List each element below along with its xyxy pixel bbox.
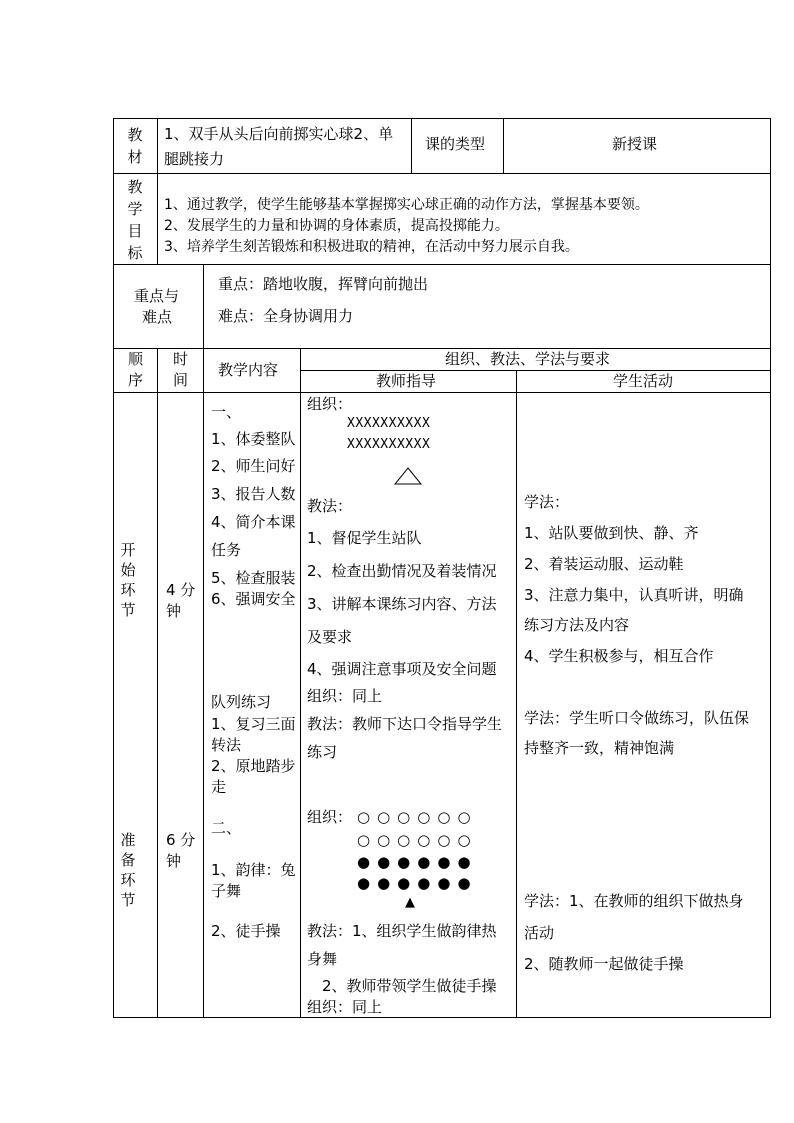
col-divider xyxy=(157,348,158,1018)
content-item: 4、简介本课 xyxy=(211,513,296,531)
col-divider xyxy=(503,118,504,174)
col-header-time: 时 xyxy=(173,350,189,368)
goal-item: 1、通过教学，使学生能够基本掌握掷实心球正确的动作方法，掌握基本要领。 xyxy=(164,197,649,213)
teacher-method: 教法：1、组织学生做韵律热 xyxy=(307,922,497,940)
goal-item: 3、培养学生刻苦锻炼和积极进取的精神，在活动中努力展示自我。 xyxy=(164,239,579,255)
teacher-item: 及要求 xyxy=(307,628,353,646)
student-item: 练习方法及内容 xyxy=(524,616,630,634)
col-header-content: 教学内容 xyxy=(218,361,279,379)
teacher-method2: 教法：教师下达口令指导学生 xyxy=(307,715,503,733)
content-item: 1、韵律：兔 xyxy=(211,861,296,879)
teacher-org2: 组织：同上 xyxy=(307,687,383,705)
col-divider xyxy=(411,118,412,174)
col-divider xyxy=(157,118,158,265)
content-item: 任务 xyxy=(211,541,242,559)
content-item: 6、强调安全 xyxy=(211,590,296,608)
formation-row-open: ○○○○○○ xyxy=(357,808,478,826)
col-divider xyxy=(300,348,301,1018)
teacher-item: 3、讲解本课练习内容、方法 xyxy=(307,595,497,613)
phase-prep-time: 6 分 xyxy=(166,831,196,849)
teacher-item: 1、督促学生站队 xyxy=(307,529,422,547)
phase-prep-time: 钟 xyxy=(166,852,182,870)
phase-start-time: 4 分 xyxy=(166,581,196,599)
row-divider xyxy=(113,392,771,393)
col-header-order: 顺 xyxy=(128,350,144,368)
content-item: 2、徒手操 xyxy=(211,922,281,940)
table-border-top xyxy=(113,118,771,119)
teacher-triangle-icon xyxy=(394,467,422,485)
drill-item: 转法 xyxy=(211,736,242,754)
student-item: 2、着装运动服、运动鞋 xyxy=(524,555,684,573)
goals-label: 教学目标 xyxy=(127,178,143,262)
teacher-method2: 练习 xyxy=(307,743,338,761)
lesson-type-label: 课的类型 xyxy=(425,135,486,153)
phase-prep-name: 准备环节 xyxy=(120,831,136,909)
row-divider xyxy=(113,264,771,265)
formation-row-filled: ●●●●●● xyxy=(357,874,478,892)
drill-item: 走 xyxy=(211,778,227,796)
material-label: 教材 xyxy=(127,126,143,166)
student-item: 4、学生积极参与，相互合作 xyxy=(524,647,714,665)
keypoints-label: 重点与 xyxy=(134,287,180,305)
content-item: 子舞 xyxy=(211,882,242,900)
teacher-method: 身舞 xyxy=(307,950,338,968)
formation-row-filled: ●●●●●● xyxy=(357,853,478,871)
col-header-time: 间 xyxy=(173,371,189,389)
content-item: 3、报告人数 xyxy=(211,485,296,503)
content-item: 5、检查服装 xyxy=(211,569,296,587)
lesson-type-value: 新授课 xyxy=(612,135,658,153)
formation-row: XXXXXXXXXX xyxy=(347,437,431,452)
teacher-item: 2、检查出勤情况及着装情况 xyxy=(307,562,497,580)
col-divider xyxy=(203,264,204,1018)
col-header-student: 学生活动 xyxy=(613,372,674,390)
table-border-bottom xyxy=(113,1017,771,1018)
drill-item: 2、原地踏步 xyxy=(211,757,296,775)
student-item: 1、站队要做到快、静、齐 xyxy=(524,524,699,542)
content-item: 1、体委整队 xyxy=(211,430,296,448)
col-header-org: 组织、教法、学法与要求 xyxy=(445,350,611,368)
formation-row: XXXXXXXXXX xyxy=(347,416,431,431)
teacher-org2: 组织：同上 xyxy=(307,998,383,1016)
phase-start-time: 钟 xyxy=(166,602,182,620)
col-header-order: 序 xyxy=(128,371,144,389)
table-border-right xyxy=(770,118,771,1018)
col-header-teacher: 教师指导 xyxy=(376,372,437,390)
teacher-method: 2、教师带领学生做徒手操 xyxy=(322,977,497,995)
student-drill: 学法：学生听口令做练习，队伍保 xyxy=(524,709,750,727)
material-text: 1、双手从头后向前掷实心球2、单 xyxy=(164,125,394,143)
material-text: 腿跳接力 xyxy=(164,150,225,168)
student-item: 2、随教师一起做徒手操 xyxy=(524,955,684,973)
student-item: 3、注意力集中，认真听讲，明确 xyxy=(524,586,744,604)
key-point: 重点：踏地收腹，挥臂向前抛出 xyxy=(218,275,429,293)
goal-item: 2、发展学生的力量和协调的身体素质，提高投掷能力。 xyxy=(164,218,509,234)
row-divider xyxy=(113,173,771,174)
student-item: 活动 xyxy=(524,924,555,942)
teacher-item: 4、强调注意事项及安全问题 xyxy=(307,660,497,678)
teacher-method-label: 教法： xyxy=(307,497,353,515)
keypoints-label: 难点 xyxy=(142,308,173,326)
teacher-marker-icon: ▲ xyxy=(405,895,415,910)
difficulty-point: 难点：全身协调用力 xyxy=(218,307,354,325)
content-item: 一、 xyxy=(211,403,242,421)
drill-title: 队列练习 xyxy=(211,693,272,711)
table-border-left xyxy=(113,118,114,1018)
teacher-org-label: 组织： xyxy=(307,395,353,413)
student-item: 学法：1、在教师的组织下做热身 xyxy=(524,892,744,910)
phase-start-name: 开始环节 xyxy=(120,541,136,619)
col-divider xyxy=(516,370,517,1018)
formation-row-open: ○○○○○○ xyxy=(357,831,478,849)
content-item: 2、师生问好 xyxy=(211,457,296,475)
teacher-org-label: 组织： xyxy=(307,808,353,826)
content-item: 二、 xyxy=(211,819,242,837)
student-method-label: 学法： xyxy=(524,493,570,511)
student-drill: 持整齐一致，精神饱满 xyxy=(524,739,675,757)
row-divider xyxy=(300,370,771,371)
drill-item: 1、复习三面 xyxy=(211,715,296,733)
row-divider xyxy=(113,348,771,349)
